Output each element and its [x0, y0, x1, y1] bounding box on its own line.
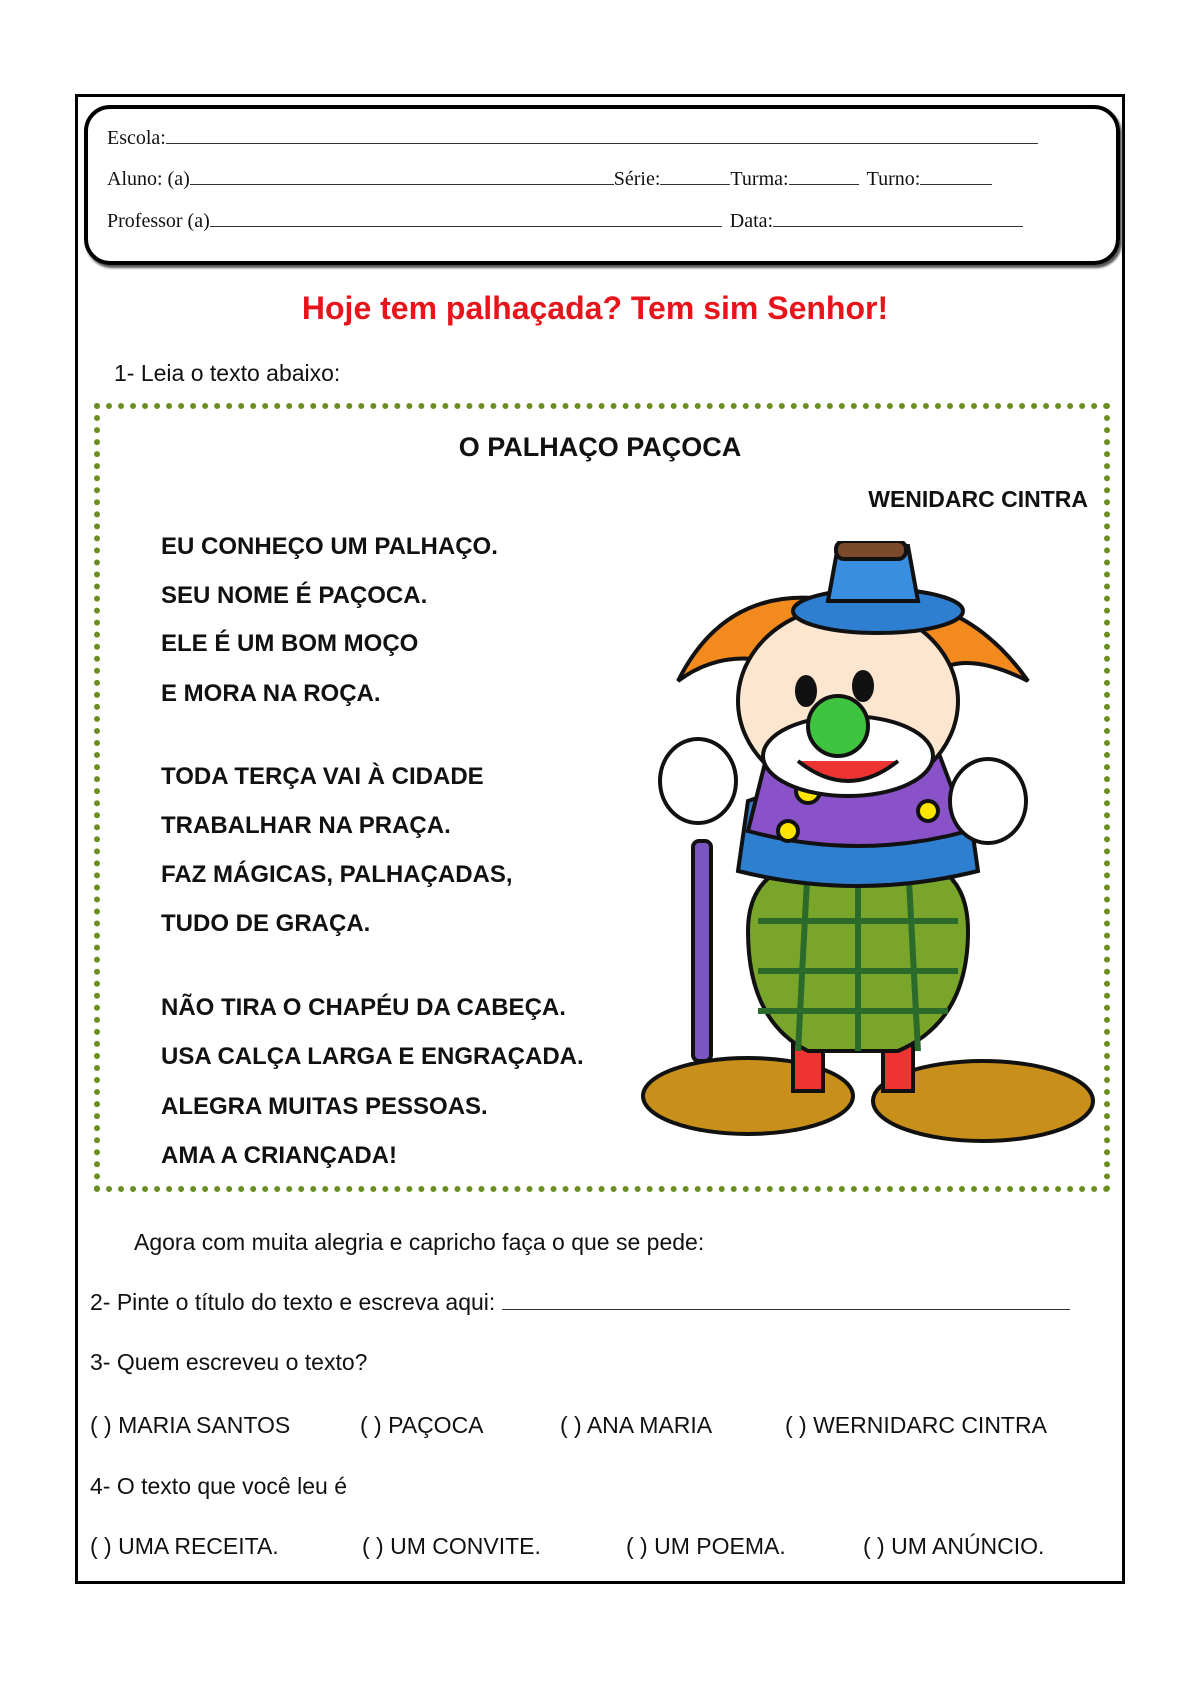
poem-line: USA CALÇA LARGA E ENGRAÇADA.	[161, 1043, 584, 1070]
question-4: 4- O texto que você leu é	[90, 1473, 347, 1499]
instruction-text: Agora com muita alegria e capricho faça o que se pede:	[134, 1229, 705, 1255]
poem-line: SEU NOME É PAÇOCA.	[161, 582, 428, 609]
clown-illustration	[638, 541, 1100, 1153]
student-field[interactable]	[190, 166, 614, 185]
teacher-row: Professor (a) Data:	[107, 208, 1023, 233]
student-row: Aluno: (a) Série: Turma: Turno:	[107, 166, 992, 191]
school-field[interactable]: Escola:	[107, 125, 1038, 150]
poem-line: FAZ MÁGICAS, PALHAÇADAS,	[161, 861, 513, 888]
q4-option[interactable]: ( ) UMA RECEITA.	[90, 1533, 279, 1559]
question-2: 2- Pinte o título do texto e escreva aqui:	[90, 1289, 1070, 1316]
poem-line: TUDO DE GRAÇA.	[161, 910, 371, 937]
poem-line: TRABALHAR NA PRAÇA.	[161, 812, 451, 839]
q3-option[interactable]: ( ) MARIA SANTOS	[90, 1412, 291, 1438]
date-field[interactable]	[773, 208, 1023, 227]
class-field[interactable]	[789, 166, 859, 185]
question-1: 1- Leia o texto abaixo:	[114, 360, 341, 386]
grade-field[interactable]	[660, 166, 730, 185]
q4-option[interactable]: ( ) UM ANÚNCIO.	[863, 1533, 1045, 1559]
question-3: 3- Quem escreveu o texto?	[90, 1349, 368, 1375]
poem-line: AMA A CRIANÇADA!	[161, 1142, 397, 1169]
q3-option[interactable]: ( ) WERNIDARC CINTRA	[785, 1412, 1047, 1438]
poem-line: ELE É UM BOM MOÇO	[161, 630, 419, 657]
poem-line: NÃO TIRA O CHAPÉU DA CABEÇA.	[161, 994, 566, 1021]
q3-option[interactable]: ( ) PAÇOCA	[360, 1412, 484, 1438]
poem-author: WENIDARC CINTRA	[868, 486, 1088, 512]
poem-line: EU CONHEÇO UM PALHAÇO.	[161, 533, 498, 560]
page-title: Hoje tem palhaçada? Tem sim Senhor!	[301, 290, 889, 326]
poem-title: O PALHAÇO PAÇOCA	[458, 432, 742, 462]
poem-line: E MORA NA ROÇA.	[161, 680, 381, 707]
poem-line: ALEGRA MUITAS PESSOAS.	[161, 1093, 488, 1120]
poem-line: TODA TERÇA VAI À CIDADE	[161, 763, 484, 790]
q3-option[interactable]: ( ) ANA MARIA	[560, 1412, 713, 1438]
teacher-field[interactable]	[210, 208, 722, 227]
title-answer-field[interactable]	[502, 1289, 1070, 1310]
q4-option[interactable]: ( ) UM CONVITE.	[362, 1533, 541, 1559]
q4-option[interactable]: ( ) UM POEMA.	[626, 1533, 786, 1559]
shift-field[interactable]	[920, 166, 992, 185]
